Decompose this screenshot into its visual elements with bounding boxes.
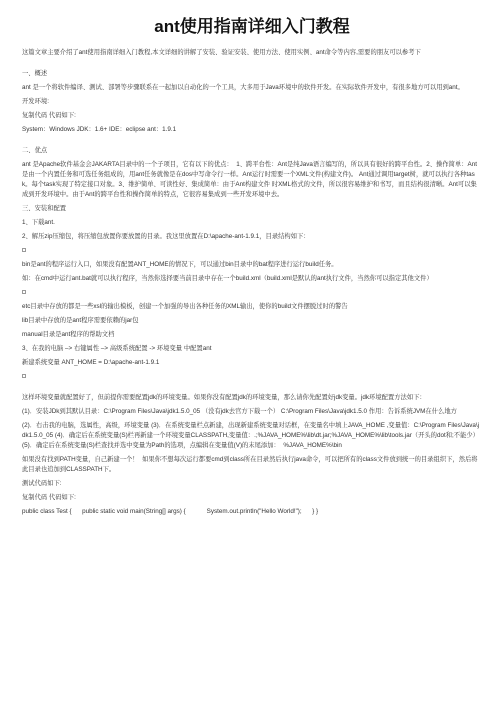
copy-code-label-2[interactable]: 复制代码 代码如下: (22, 494, 76, 501)
cmd-example: 如：在cmd中运行ant.bat就可以执行程序，当然你选择要当前目录中存在一个build.xml（build.xml是默认的ant执行文件，当然你可以指定其他文件） (22, 275, 433, 282)
new-system-variable: 新建系统变量 ANT_HOME = D:\apache-ant-1.9.1 (22, 359, 160, 366)
install-step-1: 1、下载ant. (22, 219, 55, 226)
section-heading-overview: 一、概述 (22, 70, 48, 77)
dev-env-label: 开发环境: (22, 98, 49, 105)
advantages-paragraph: ant 是Apache软件基金会JAKARTA目录中的一个子项目，它有以下的优点： 1、跨平台性：Ant是纯Java语言编写的，所以具有很好的跨平台性。2、操作简单：Ant是由一个内置任务和可选任务组成的，用ant任务就像是在dos中写命令行一样。Ant运行时需要一个XML文件(构建文件)。 Ant通过调用target树，就可以执行各种task。每个task实现了特定接口对象。3、维护简单、可读性好、集成简单：由于Ant构建文件 时XML格式的文件，所以很容易维护和书写，而且结构很清晰。Ant可以集成到开发环境中。由于Ant的跨平台性和操作简单的特点，它很容易集成到一些开发环境中去。 (22, 161, 477, 198)
article-body (22, 48, 482, 517)
intro-paragraph: 这篇文章主要介绍了ant使用指南详细入门教程,本文详细的讲解了安装、验证安装、使用方法、使用实例、ant命令等内容,需要的朋友可以参考下 (22, 49, 421, 56)
jdk-step-1: (1)．安装JDk到其默认目录：C:\Program Files\Java\jdk1.5.0_05 （没有jdk去官方下载一个） C:\Program Files\Java\jdk1.5.0 作用：告诉系统JVM在什么地方 (22, 408, 457, 415)
system-info: System：Windows JDK：1.6+ IDE：eclipse ant：1.9.1 (22, 126, 177, 133)
section-heading-install: 三、安装和配置 (22, 205, 67, 212)
broken-image-icon (22, 374, 26, 378)
jdk-step-2: (2)．右击我的电脑，选属性，高级，环境变量 (3)．在系统变量栏点新建，出现新建系统变量对话框，在变量名中填上JAVA_HOME ,变量值：C:\Program Files\Java\jdk1.5.0_05 (4)．确定后在系统变量(S)栏再新建一个环境变量CLASSPATH,变量值：.;%JAVA_HOME%\lib\dt.jar;%JAVA_HOME%\lib\tools.jar（开头的dot和;不能少） (5)．确定后在系统变量(S)栏查找并选中变量为Path的选项，点编辑在变量值(V)的末尾添加： %JAVA_HOME%\bin (22, 422, 481, 449)
broken-image-icon (22, 290, 26, 294)
copy-code-label[interactable]: 复制代码 代码如下: (22, 112, 76, 119)
image-placeholder-2 (22, 288, 482, 298)
code-snippet: public class Test { public static void main(String[] args) { System.out.println("Hello World!"); } } (22, 508, 319, 515)
manual-description: manual目录是ant程序的帮助文档 (22, 331, 115, 338)
broken-image-icon (22, 248, 26, 252)
env-image-placeholder (22, 372, 482, 382)
overview-paragraph: ant 是一个将软件编译、测试、部署等步骤联系在一起加以自动化的一个工具，大多用于Java环境中的软件开发。在实际软件开发中，有很多地方可以用到ant。 (22, 84, 464, 91)
test-code-label: 测试代码如下: (22, 480, 62, 487)
path-note: 如果没有找到PATH变量，自己新建一个！ 如果你不想每次运行都要cmd到class所在目录然后执行java命令，可以把所有的class文件放到统一的目录组织下，然后将此目录也追加到CLASSPATH下。 (22, 456, 478, 473)
directory-image-placeholder (22, 246, 482, 256)
etc-description: etc目录中存放的都是一些xsl的输出模板，创建一个加强的导出各种任务的XML输出，使你的build文件摆脱过时的警告 (22, 303, 348, 310)
lib-description: lib目录中存放的是ant程序需要依赖的jar包 (22, 317, 139, 324)
jdk-intro: 这样环境变量就配置好了，但前提你需要配置jdk的环境变量。如果你没有配置jdk的环境变量，那么请你先配置好jdk变量。jdk环境配置方法如下： (22, 394, 426, 401)
section-heading-advantages: 二、优点 (22, 147, 48, 154)
install-step-2: 2、解压zip压缩包，将压缩包放置你要放置的目录。我这里放置在D:\apache-ant-1.9.1，目录结构如下： (22, 233, 310, 240)
install-step-3: 3、在我的电脑 –> 右键属性 –> 高级系统配置 -> 环境变量 中配置ant (22, 345, 212, 352)
page-title: ant使用指南详细入门教程 (154, 17, 350, 36)
bin-description: bin是ant的程序运行入口，如果没有配置ANT_HOME的情况下，可以通过bin目录中的bat程序进行运行build任务。 (22, 261, 338, 268)
